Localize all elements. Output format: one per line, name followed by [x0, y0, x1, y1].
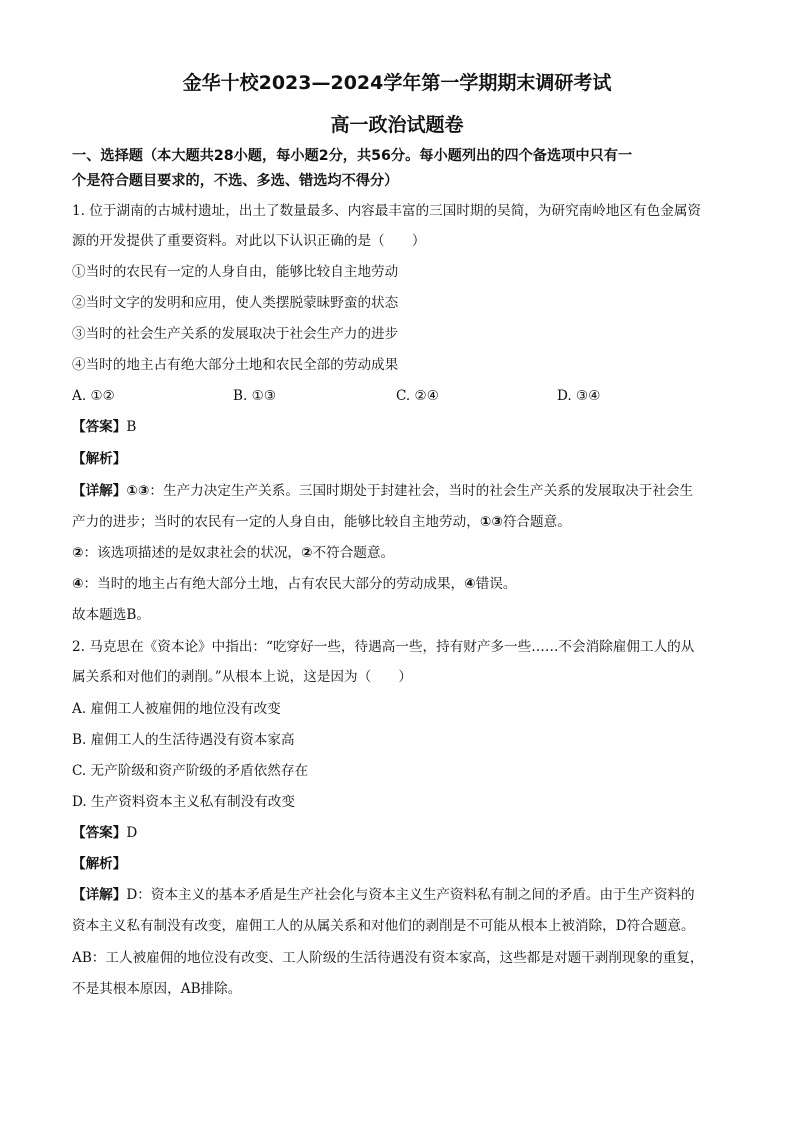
q1-item-3: ③当时的社会生产关系的发展取决于社会生产力的进步	[72, 326, 399, 342]
q1-item-1: ①当时的农民有一定的人身自由，能够比较自主地劳动	[72, 264, 399, 280]
q1-detail-ref3a: ②	[72, 545, 84, 561]
q2-option-a: A. 雇佣工人被雇佣的地位没有改变	[72, 701, 281, 717]
section-heading-line1: 一、选择题（本大题共28小题，每小题2分，共56分。每小题列出的四个备选项中只有一	[72, 148, 633, 164]
q1-option-b: B. ①③	[233, 388, 277, 404]
q2-option-d: D. 生产资料资本主义私有制没有改变	[72, 794, 295, 810]
q2-detail-line3: AB：工人被雇佣的地位没有改变、工人阶级的生活待遇没有资本家高，这些都是对题干剥削现象的重复，	[72, 950, 704, 966]
q1-detail-text4a: ：当时的地主占有绝大部分土地，占有农民大部分的劳动成果，	[83, 576, 465, 592]
q1-item-2: ②当时文字的发明和应用，使人类摆脱蒙昧野蛮的状态	[72, 295, 399, 311]
q1-detail-text1: ：生产力决定生产关系。三国时期处于封建社会，当时的社会生产关系的发展取决于社会生	[149, 483, 694, 499]
q2-option-b: B. 雇佣工人的生活待遇没有资本家高	[72, 732, 295, 748]
q1-option-a: A. ①②	[72, 388, 115, 404]
q1-option-d: D. ③④	[557, 388, 601, 404]
q1-detail-line3	[72, 544, 394, 562]
q2-detail-text1: D：资本主义的基本矛盾是生产社会化与资本主义生产资料私有制之间的矛盾。由于生产资料的	[126, 887, 695, 903]
q1-detail-line4	[72, 575, 516, 593]
q1-answer	[72, 418, 136, 436]
q2-detail-line4: 不是其根本原因，AB排除。	[72, 981, 242, 997]
q1-detail-line2	[72, 513, 571, 531]
document-subtitle: 高一政治试题卷	[330, 114, 464, 136]
q1-option-c: C. ②④	[396, 388, 439, 404]
q1-detail-ref2: ①③	[479, 514, 503, 530]
q1-detail-text3a: ：该选项描述的是奴隶社会的状况，	[83, 545, 302, 561]
q2-detail-line1	[72, 886, 695, 904]
q1-detail-line1	[72, 482, 693, 500]
q2-option-c: C. 无产阶级和资产阶级的矛盾依然存在	[72, 763, 309, 779]
q1-answer-tag: 【答案】	[72, 419, 127, 435]
q1-detail-text2a: 产力的进步；当时的农民有一定的人身自由，能够比较自主地劳动，	[72, 514, 480, 530]
q2-analysis-tag: 【解析】	[72, 856, 127, 872]
q2-answer-value: D	[126, 825, 138, 841]
q2-stem-line1: 2. 马克思在《资本论》中指出：“吃穿好一些，待遇高一些，持有财产多一些……不会消除雇佣工人的从	[72, 639, 695, 655]
q2-detail-line2: 资本主义私有制没有改变，雇佣工人的从属关系和对他们的剥削是不可能从根本上被消除，D符合题意。	[72, 918, 695, 934]
document-title: 金华十校2023—2024学年第一学期期末调研考试	[182, 72, 612, 94]
q1-item-4: ④当时的地主占有绝大部分土地和农民全部的劳动成果	[72, 357, 399, 373]
q1-detail-text2b: 符合题意。	[502, 514, 571, 530]
q1-detail-tag: 【详解】	[72, 483, 127, 499]
q2-stem-line2: 属关系和对他们的剥削。”从根本上说，这是因为（ ）	[72, 669, 412, 685]
q1-detail-ref4a: ④	[72, 576, 84, 592]
q1-detail-text4b: 错误。	[475, 576, 517, 592]
q1-conclusion: 故本题选B。	[72, 607, 150, 623]
q1-detail-ref: ①③	[126, 483, 150, 499]
q1-answer-value: B	[126, 419, 137, 435]
q2-detail-tag: 【详解】	[72, 887, 127, 903]
q1-detail-text3b: 不符合题意。	[312, 545, 395, 561]
q1-detail-ref3b: ②	[301, 545, 313, 561]
q1-stem-line1: 1. 位于湖南的古城村遗址，出土了数量最多、内容最丰富的三国时期的吴简，为研究南岭地区有色金属资	[72, 203, 702, 219]
section-heading-line2: 个是符合题目要求的，不选、多选、错选均不得分）	[72, 173, 399, 189]
q2-answer-tag: 【答案】	[72, 825, 127, 841]
q1-detail-ref4b: ④	[464, 576, 476, 592]
q1-stem-line2: 源的开发提供了重要资料。对此以下认识正确的是（ ）	[72, 233, 426, 249]
q2-answer	[72, 824, 137, 842]
q1-analysis-tag: 【解析】	[72, 451, 127, 467]
